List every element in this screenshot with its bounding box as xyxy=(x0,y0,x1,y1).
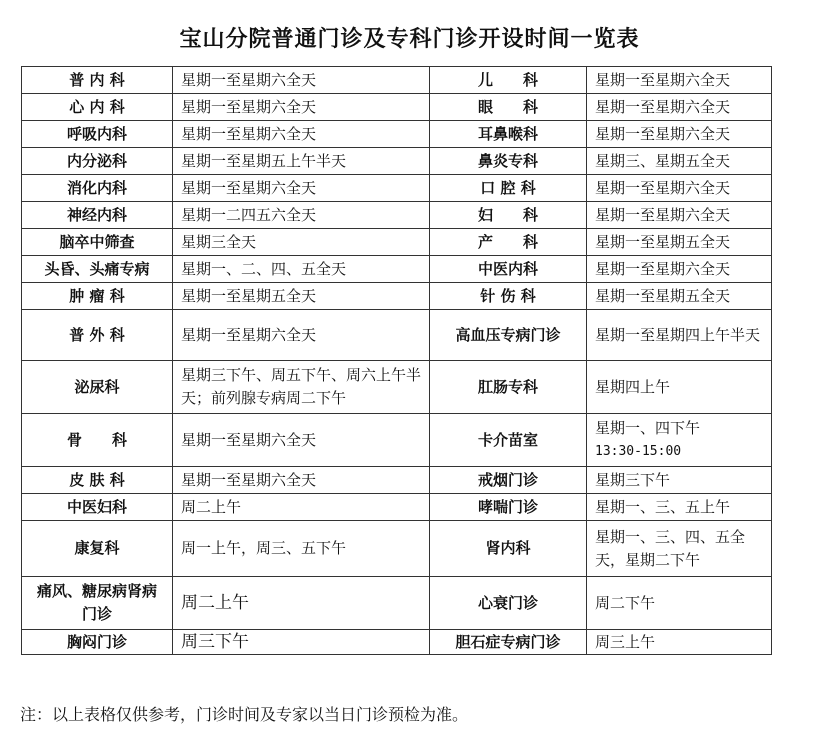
department-name: 泌尿科 xyxy=(22,361,173,414)
department-name: 肿 瘤 科 xyxy=(22,283,173,310)
clinic-hours: 星期一至星期六全天 xyxy=(587,175,772,202)
department-name: 消化内科 xyxy=(22,175,173,202)
clinic-hours: 星期一至星期六全天 xyxy=(587,121,772,148)
department-name: 头昏、头痛专病 xyxy=(22,256,173,283)
clinic-hours: 星期一至星期六全天 xyxy=(173,67,430,94)
department-name: 口 腔 科 xyxy=(430,175,587,202)
clinic-hours: 星期一至星期四上午半天 xyxy=(587,310,772,361)
department-name: 戒烟门诊 xyxy=(430,467,587,494)
clinic-hours: 星期三、星期五全天 xyxy=(587,148,772,175)
department-name: 内分泌科 xyxy=(22,148,173,175)
table-row xyxy=(22,121,772,148)
clinic-hours: 星期一、二、四、五全天 xyxy=(173,256,430,283)
department-name: 胸闷门诊 xyxy=(22,630,173,655)
table-row xyxy=(22,467,772,494)
department-name: 康复科 xyxy=(22,521,173,577)
clinic-hours: 星期一、三、五上午 xyxy=(587,494,772,521)
clinic-hours: 星期三全天 xyxy=(173,229,430,256)
table-row xyxy=(22,256,772,283)
department-name: 高血压专病门诊 xyxy=(430,310,587,361)
department-name: 哮喘门诊 xyxy=(430,494,587,521)
department-name: 心 内 科 xyxy=(22,94,173,121)
department-name: 卡介苗室 xyxy=(430,414,587,467)
clinic-hours: 星期一至星期六全天 xyxy=(173,467,430,494)
table-row xyxy=(22,175,772,202)
department-name: 肾内科 xyxy=(430,521,587,577)
clinic-hours: 星期一至星期五全天 xyxy=(587,229,772,256)
department-name: 儿 科 xyxy=(430,67,587,94)
clinic-hours-cell xyxy=(587,414,772,467)
table-row xyxy=(22,414,772,467)
table-row xyxy=(22,283,772,310)
clinic-hours: 星期一至星期五全天 xyxy=(173,283,430,310)
clinic-schedule-table xyxy=(21,66,772,655)
clinic-hours-range: 13:30-15:00 xyxy=(595,444,682,459)
clinic-hours: 周三下午 xyxy=(173,630,430,655)
clinic-hours: 星期一至星期六全天 xyxy=(173,414,430,467)
table-row xyxy=(22,94,772,121)
department-name: 妇 科 xyxy=(430,202,587,229)
clinic-hours: 星期一至星期五上午半天 xyxy=(173,148,430,175)
department-name: 耳鼻喉科 xyxy=(430,121,587,148)
department-name: 眼 科 xyxy=(430,94,587,121)
table-row xyxy=(22,67,772,94)
department-name: 肛肠专科 xyxy=(430,361,587,414)
clinic-hours: 周二下午 xyxy=(587,577,772,630)
department-name: 神经内科 xyxy=(22,202,173,229)
clinic-hours: 周二上午 xyxy=(173,494,430,521)
table-row xyxy=(22,202,772,229)
clinic-hours: 周一上午，周三、五下午 xyxy=(173,521,430,577)
footnote: 注：以上表格仅供参考，门诊时间及专家以当日门诊预检为准。 xyxy=(20,705,469,724)
clinic-hours: 星期一至星期六全天 xyxy=(173,310,430,361)
page-title: 宝山分院普通门诊及专科门诊开设时间一览表 xyxy=(179,27,640,52)
table-row xyxy=(22,521,772,577)
table-row xyxy=(22,310,772,361)
clinic-hours: 星期一至星期六全天 xyxy=(173,175,430,202)
clinic-hours: 星期一二四五六全天 xyxy=(173,202,430,229)
table-row xyxy=(22,630,772,655)
clinic-hours: 星期一至星期六全天 xyxy=(173,94,430,121)
clinic-hours: 星期四上午 xyxy=(587,361,772,414)
table-row xyxy=(22,229,772,256)
department-name: 产 科 xyxy=(430,229,587,256)
table-row xyxy=(22,361,772,414)
clinic-hours: 周三上午 xyxy=(587,630,772,655)
department-name: 心衰门诊 xyxy=(430,577,587,630)
clinic-hours: 星期一至星期六全天 xyxy=(173,121,430,148)
department-name: 普 外 科 xyxy=(22,310,173,361)
clinic-hours: 星期一至星期六全天 xyxy=(587,256,772,283)
table-row xyxy=(22,577,772,630)
department-name: 鼻炎专科 xyxy=(430,148,587,175)
department-name: 中医内科 xyxy=(430,256,587,283)
clinic-hours: 星期一至星期六全天 xyxy=(587,94,772,121)
department-name: 皮 肤 科 xyxy=(22,467,173,494)
table-row xyxy=(22,494,772,521)
department-name: 胆石症专病门诊 xyxy=(430,630,587,655)
department-name: 痛风、糖尿病肾病门诊 xyxy=(22,577,173,630)
department-name: 呼吸内科 xyxy=(22,121,173,148)
clinic-hours: 星期三下午、周五下午、周六上午半天；前列腺专病周二下午 xyxy=(173,361,430,414)
clinic-hours: 星期一、四下午 xyxy=(595,419,701,437)
department-name: 脑卒中筛查 xyxy=(22,229,173,256)
clinic-hours: 星期一至星期五全天 xyxy=(587,283,772,310)
clinic-hours: 星期一至星期六全天 xyxy=(587,67,772,94)
department-name: 针 伤 科 xyxy=(430,283,587,310)
department-name: 普 内 科 xyxy=(22,67,173,94)
department-name: 骨 科 xyxy=(22,414,173,467)
clinic-hours: 星期一、三、四、五全天，星期二下午 xyxy=(587,521,772,577)
clinic-hours: 星期一至星期六全天 xyxy=(587,202,772,229)
clinic-hours: 周二上午 xyxy=(173,577,430,630)
table-row xyxy=(22,148,772,175)
department-name: 中医妇科 xyxy=(22,494,173,521)
clinic-hours: 星期三下午 xyxy=(587,467,772,494)
